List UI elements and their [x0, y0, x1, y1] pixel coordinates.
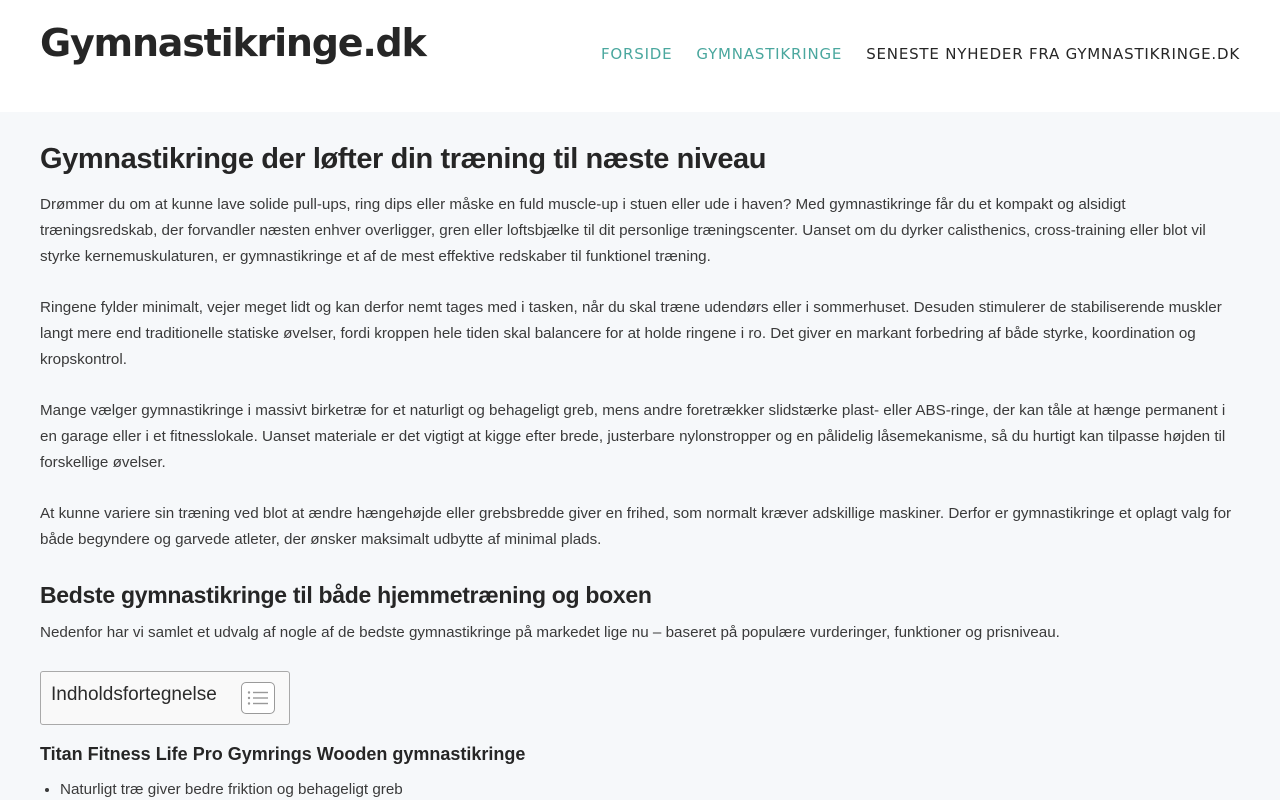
- nav-item-seneste-nyheder[interactable]: SENESTE NYHEDER FRA GYMNASTIKRINGE.DK: [866, 45, 1240, 63]
- table-of-contents: [40, 671, 290, 725]
- section-heading: Bedste gymnastikringe til både hjemmetræning og boxen: [40, 582, 652, 608]
- intro-paragraph: Nedenfor har vi samlet et udvalg af nogle af de bedste gymnastikringe på markedet lige nu – baseret på populære vurderinger, funktioner og prisniveau.: [40, 624, 1060, 641]
- paragraph: At kunne variere sin træning ved blot at ændre hængehøjde eller grebsbredde giver en frihed, som normalt kræver adskillige maskiner. Derfor er gymnastikringe et oplagt valg for både begyndere og garvede atleter, der ønsker maksimalt udbytte af minimal plads.: [40, 505, 1232, 548]
- list-toggle-icon: [247, 690, 269, 706]
- product-title: Titan Fitness Life Pro Gymrings Wooden gymnastikringe: [40, 744, 526, 764]
- list-item: • Naturligt træ giver bedre friktion og behageligt greb: [60, 777, 1240, 800]
- product-feature-list: [40, 777, 1240, 800]
- site-header: [0, 0, 1280, 112]
- page-title: Gymnastikringe der løfter din træning til næste niveau: [40, 143, 767, 175]
- paragraph: Mange vælger gymnastikringe i massivt birketræ for et naturligt og behageligt greb, mens andre foretrækker slidstærke plast- eller ABS-ringe, der kan tåle at hænge permanent i en garage eller i et fitnesslokale. Uanset materiale er det vigtigt at kigge efter brede, justerbare nylonstropper og en pålidelig låsemekanisme, så du hurtigt kan tilpasse højden til forskellige øvelser.: [40, 402, 1226, 471]
- main-content: [0, 112, 1280, 800]
- paragraph: Drømmer du om at kunne lave solide pull-ups, ring dips eller måske en fuld muscle-up i stuen eller ude i haven? Med gymnastikringe får du et kompakt og alsidigt træningsredskab, der forvandler næsten enhver overligger, gren eller loftsbjælke til dit personlige træningscenter. Uanset om du dyrker calisthenics, cross-training eller blot vil styrke kernemuskulaturen, er gymnastikringe et af de mest effektive redskaber til funktionel træning.: [40, 196, 1206, 265]
- site-title[interactable]: Gymnastikringe.dk: [40, 21, 426, 65]
- nav-item-gymnastikringe[interactable]: GYMNASTIKRINGE: [696, 45, 843, 63]
- toc-title: Indholdsfortegnelse: [51, 684, 217, 705]
- main-nav: [601, 45, 1240, 63]
- toc-toggle-button[interactable]: [241, 682, 275, 714]
- nav-item-forside[interactable]: FORSIDE: [600, 45, 673, 63]
- paragraph: Ringene fylder minimalt, vejer meget lidt og kan derfor nemt tages med i tasken, når du skal træne udendørs eller i sommerhuset. Desuden stimulerer de stabiliserende muskler langt mere end traditionelle statiske øvelser, fordi kroppen hele tiden skal balancere for at holde ringene i ro. Det giver en markant forbedring af både styrke, koordination og kropskontrol.: [40, 299, 1222, 368]
